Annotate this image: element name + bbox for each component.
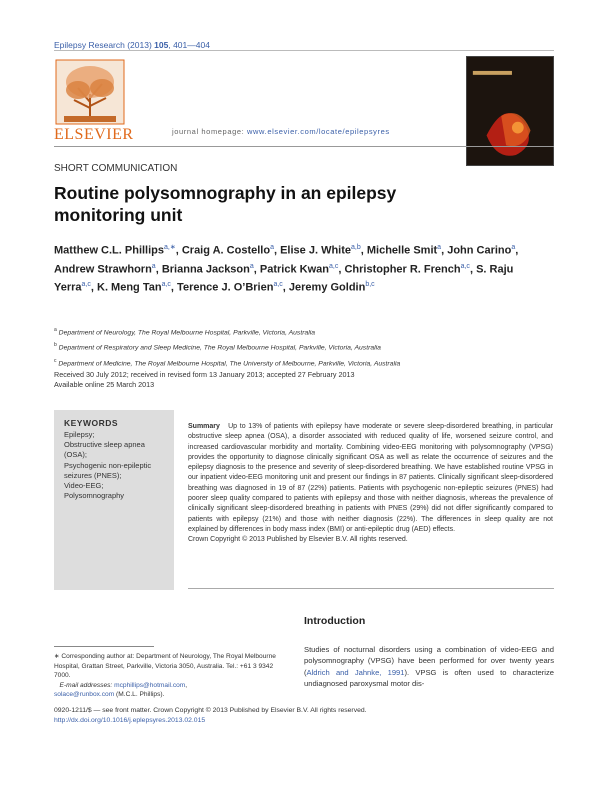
intro-text-pre: Studies of nocturnal disorders using a combination of video-EEG and polysomnography (VPSG) have been performed for over twenty years ( (304, 645, 554, 677)
author-affiliation-marker[interactable]: a,c (273, 281, 283, 289)
author-name[interactable]: Christopher R. French (344, 263, 461, 276)
keyword-item[interactable]: Epilepsy; (64, 430, 95, 439)
author-affiliation-marker[interactable]: a,b (351, 244, 361, 251)
article-dates (54, 370, 554, 390)
author-name[interactable]: S. Raju Yerra (54, 263, 514, 294)
author-name[interactable]: Matthew C.L. Phillips (54, 244, 165, 257)
author-affiliation-marker[interactable]: a (511, 244, 516, 251)
affiliations (54, 324, 554, 370)
author-separator: , (360, 244, 367, 257)
header-rule-bottom (54, 146, 554, 147)
affiliation-item (54, 355, 554, 370)
affiliation-text: Department of Neurology, The Royal Melbourne Hospital, Parkville, Victoria, Australia (58, 329, 316, 337)
author-name[interactable]: Terence J. O’Brien (177, 281, 274, 294)
journal-reference[interactable] (54, 40, 210, 50)
author-name[interactable]: Andrew Strawhorn (54, 263, 152, 276)
abstract-text: Up to 13% of patients with epilepsy have moderate or severe sleep-disordered breathing, in particular obstructive sleep apnea (OSA), a disorder associated with reduced quality of life, worsened seizure control, and increased cardiovascular morbidity and mortality. Combining video-EEG monitoring with polysomnography (VPSG) provides the opportunity to diagnose clinically significant OSA as well as relate the occurrence of seizures and the epilepsy diagnosis to the presence and severity of sleep-disordered breathing. We have established routine VPSG in our inpatient video-EEG monitoring unit and present our findings in 87 patients. Clinically significant sleep-disordered breathing was diagnosed in 19 of 87 (22%) patients. Patients with psychogenic non-epileptic seizures (PNES) had poorer sleep quality compared to patients with epilepsy and those with neither diagnosis, whereas the prevalence of clinically significant sleep-disordered breathing in patients with PNES (29%) did not differ significantly compared to patients with epilepsy (21%) and those with neither diagnosis (22%). The differences in sleep quality are not explained by differences in body mass index (BMI) or anti-epileptic drug (AED) effects. (188, 423, 553, 533)
journal-volume: 105 (154, 40, 169, 50)
keywords-box (54, 410, 174, 590)
affiliation-marker: b (54, 342, 57, 349)
intro-text-post: ). VPSG is often used to characterize undiagnosed paroxysmal motor dis- (304, 667, 555, 689)
introduction-heading: Introduction (304, 615, 366, 627)
author-affiliation-marker[interactable]: b,c (365, 281, 375, 289)
journal-pages: , 401—404 (168, 40, 210, 50)
author-affiliation-marker[interactable]: a,c (460, 262, 470, 270)
footnote-rule (54, 646, 154, 647)
author-separator: , (273, 244, 281, 257)
front-matter-info (54, 706, 554, 725)
front-matter-line: 0920-1211/$ — see front matter. Crown Copyright © 2013 Published by Elsevier B.V. All rights reserved. (54, 707, 367, 714)
author-affiliation-marker[interactable]: a (249, 262, 254, 270)
author-separator: , (515, 244, 519, 257)
affiliation-item (54, 339, 554, 354)
online-date: Available online 25 March 2013 (54, 380, 155, 389)
corresponding-author-footnote: ∗ Corresponding author at: Department of Neurology, The Royal Melbourne Hospital, Grattan Street, Parkville, Victoria 3050, Australia. Tel.: +61 3 9342 7000. E-mail addresses: mcphillips@hotmail.com, solace@runbox.com (M.C.L. Phillips). (54, 653, 276, 699)
author-separator: , (90, 281, 97, 294)
author-affiliation-marker[interactable]: a,c (329, 262, 339, 270)
affiliation-marker: c (54, 357, 57, 364)
author-affiliation-marker[interactable]: a (151, 262, 156, 270)
author-list (54, 240, 554, 296)
author-name[interactable]: Michelle Smit (366, 244, 438, 257)
header-rule (54, 50, 554, 51)
author-affiliation-marker[interactable]: a (270, 244, 274, 251)
keyword-item[interactable]: Video-EEG; (64, 481, 104, 491)
keyword-item[interactable]: Polysomnography (64, 491, 125, 501)
email-suffix: (M.C.L. Phillips). (114, 691, 165, 699)
affiliation-text: Department of Respiratory and Sleep Medicine, The Royal Melbourne Hospital, Parkville, Victoria, Australia (58, 344, 381, 352)
abstract-rule (188, 588, 554, 589)
author-name[interactable]: Craig A. Costello (181, 244, 271, 257)
abstract (188, 422, 553, 546)
keyword-item[interactable]: Psychogenic non-epileptic seizures (PNES); (64, 460, 152, 480)
author-separator: , (338, 263, 345, 276)
journal-cover-image (466, 56, 554, 166)
article-title: Routine polysomnography in an epilepsy monitoring unit (54, 183, 397, 225)
author-separator: , (155, 263, 162, 276)
footnote-text: Corresponding author at: Department of Neurology, The Royal Melbourne Hospital, Grattan Street, Parkville, Victoria 3050, Australia. Tel.: +61 3 9342 7000. (54, 653, 276, 680)
article-type: SHORT COMMUNICATION (54, 163, 178, 174)
author-name[interactable]: Patrick Kwan (259, 263, 329, 276)
journal-homepage (172, 127, 390, 136)
keyword-item[interactable]: Obstructive sleep apnea (OSA); (64, 440, 145, 460)
email-label: E-mail addresses: (59, 681, 115, 689)
author-name[interactable]: Jeremy Goldin (288, 281, 366, 294)
author-affiliation-marker[interactable]: a,c (161, 281, 171, 289)
author-separator: , (170, 281, 178, 294)
footnote-star: ∗ (54, 653, 60, 660)
email-link-1[interactable]: mcphillips@hotmail.com (114, 681, 186, 689)
citation-link[interactable]: Aldrich and Jahnke, 1991 (306, 667, 405, 677)
author-separator: , (441, 244, 448, 257)
affiliation-item (54, 324, 554, 339)
author-separator: , (469, 263, 477, 276)
author-name[interactable]: John Carino (447, 244, 512, 257)
doi-link[interactable]: http://dx.doi.org/10.1016/j.eplepsyres.2013.02.015 (54, 716, 206, 724)
author-separator: , (175, 244, 182, 257)
author-name[interactable]: K. Meng Tan (97, 281, 162, 294)
homepage-link[interactable]: www.elsevier.com/locate/epilepsyres (247, 127, 390, 136)
author-affiliation-marker[interactable]: a,∗ (164, 244, 176, 251)
introduction-text (304, 644, 554, 690)
journal-ref-pre: Epilepsy Research (2013) (54, 40, 155, 50)
author-affiliation-marker[interactable]: a,c (81, 281, 91, 289)
email-link-2[interactable]: solace@runbox.com (54, 691, 115, 699)
author-affiliation-marker[interactable]: a (437, 244, 442, 251)
author-name[interactable]: Elise J. White (280, 244, 352, 257)
abstract-copyright: Crown Copyright © 2013 Published by Elsevier B.V. All rights reserved. (188, 536, 408, 544)
affiliation-text: Department of Medicine, The Royal Melbourne Hospital, The University of Melbourne, Parkville, Victoria, Australia (58, 359, 401, 367)
keywords-list (64, 430, 164, 501)
publisher-name: ELSEVIER (54, 126, 134, 143)
abstract-label: Summary (188, 423, 220, 430)
affiliation-marker: a (54, 327, 57, 333)
author-name[interactable]: Brianna Jackson (161, 263, 250, 276)
author-separator: , (282, 281, 289, 294)
received-dates: Received 30 July 2012; received in revised form 13 January 2013; accepted 27 February 2013 (54, 370, 355, 379)
keywords-heading: KEYWORDS (64, 418, 119, 428)
homepage-label: journal homepage: (172, 127, 248, 136)
author-separator: , (253, 263, 260, 276)
